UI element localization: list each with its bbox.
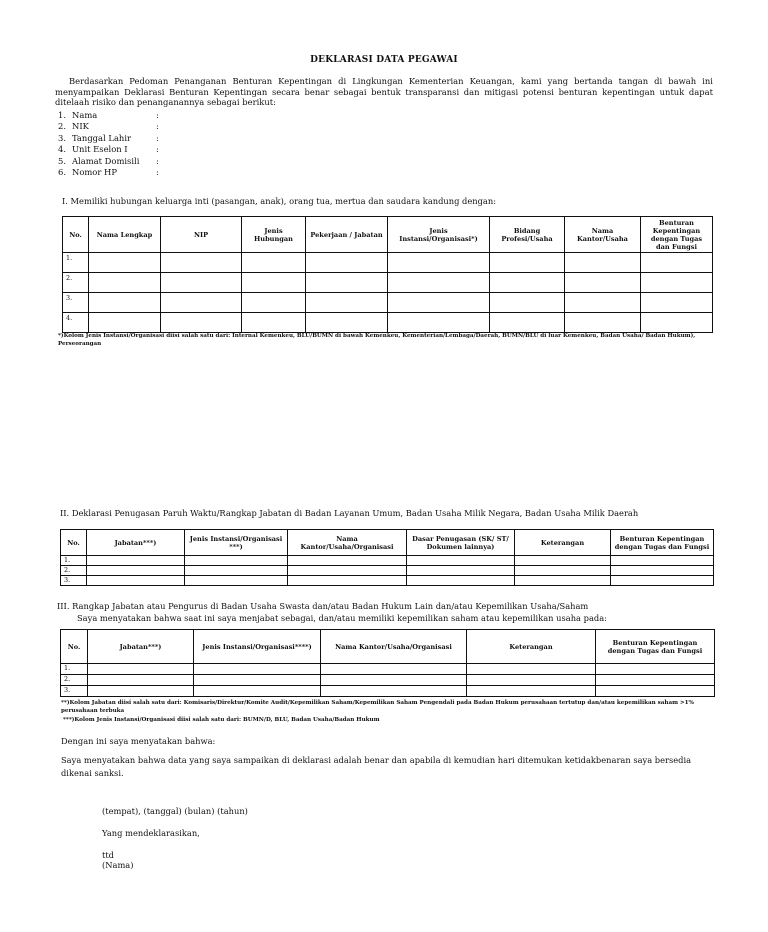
field-number: 3. [58,132,66,143]
table-cell[interactable] [161,273,242,293]
table-cell[interactable] [288,556,407,566]
table-row [63,273,713,293]
section-2-heading: II. Deklarasi Penugasan Paruh Waktu/Rangkap Jabatan di Badan Layanan Umum, Badan Usaha Milik Negara, Badan Usaha Milik Daerah [60,508,639,518]
table-row [61,675,715,686]
table-row [63,293,713,313]
column-header: Jenis Instansi/Organisasi ***) [185,530,288,556]
row-number: 1. [61,664,88,675]
table-cell[interactable] [87,556,185,566]
section-1-footnote: *)Kolom Jenis Instansi/Organisasi diisi salah satu dari: Internal Kemenkeu, BLU/BUMN di bawah Kemenkeu, Kementerian/Lembaga/Daerah, BUMN/BLU di luar Kemenkeu, Badan Usaha/ Badan Hukum), Perseorangan [58,333,696,347]
table-cell[interactable] [565,253,641,273]
row-number: 1. [61,556,87,566]
table-cell[interactable] [641,313,713,333]
statement-text: Saya menyatakan bahwa data yang saya sampaikan di deklarasi adalah benar dan apabila di kemudian hari ditemukan ketidakbenaran saya bersedia dikenai sanksi. [61,755,692,778]
table-row [61,556,714,566]
concurrent-position-table [60,629,715,697]
table-cell[interactable] [88,675,194,686]
table-cell[interactable] [388,293,490,313]
table-cell[interactable] [388,253,490,273]
field-row-name [58,110,159,121]
table-row [61,576,714,586]
table-cell[interactable] [242,293,306,313]
row-number: 2. [61,566,87,576]
field-colon: : [156,144,159,155]
table-cell[interactable] [288,566,407,576]
column-header: No. [61,530,87,556]
table-cell[interactable] [194,675,321,686]
table-cell[interactable] [641,293,713,313]
table-cell[interactable] [89,273,161,293]
table-cell[interactable] [89,293,161,313]
table-row [61,664,715,675]
table-cell[interactable] [242,253,306,273]
table-cell[interactable] [641,253,713,273]
column-header: Bidang Profesi/Usaha [490,217,565,253]
field-row-birthdate [58,133,159,144]
field-label: Nama [72,110,98,120]
table-cell[interactable] [89,253,161,273]
column-header: Benturan Kepentingan dengan Tugas dan Fungsi [641,217,713,253]
row-number: 3. [61,576,87,586]
table-cell[interactable] [388,273,490,293]
table-cell[interactable] [596,675,715,686]
table-cell[interactable] [565,293,641,313]
table-cell[interactable] [515,566,611,576]
table-cell[interactable] [467,664,596,675]
table-cell[interactable] [194,664,321,675]
intro-paragraph: Berdasarkan Pedoman Penanganan Benturan Kepentingan di Lingkungan Kementerian Keuangan, kami yang bertanda tangan di bawah ini menyampaikan Deklarasi Benturan Kepentingan secara benar sebagai bentuk transparansi dan mitigasi potensi benturan kepentingan untuk dapat ditelaah risiko dan penanganannya sebagai berikut: [55,76,713,108]
signature-place-date: (tempat), (tanggal) (bulan) (tahun) [102,806,248,816]
table-cell[interactable] [388,313,490,333]
column-header: No. [63,217,89,253]
signature-ttd: ttd [102,850,114,860]
family-relations-table [62,216,713,333]
column-header: Keterangan [515,530,611,556]
table-cell[interactable] [321,675,467,686]
field-number: 4. [58,144,66,155]
table-cell[interactable] [185,576,288,586]
table-header-row [63,217,713,253]
field-label: Nomor HP [72,167,117,178]
column-header: Keterangan [467,630,596,664]
table-cell[interactable] [490,273,565,293]
field-number: 5. [58,155,66,166]
table-cell[interactable] [467,686,596,697]
table-cell[interactable] [161,293,242,313]
document-title: DEKLARASI DATA PEGAWAI [310,55,458,65]
table-cell[interactable] [490,313,565,333]
table-cell[interactable] [407,556,515,566]
table-row [63,253,713,273]
table-row [61,566,714,576]
table-row [61,686,715,697]
table-cell[interactable] [306,253,388,273]
field-colon: : [156,110,159,120]
part-time-assignment-table [60,529,714,586]
field-row-nik [58,121,159,132]
column-header: Benturan Kepentingan dengan Tugas dan Fungsi [611,530,714,556]
column-header: Nama Kantor/Usaha/Organisasi [321,630,467,664]
table-cell[interactable] [88,686,194,697]
column-header: Jenis Hubungan [242,217,306,253]
table-cell[interactable] [515,576,611,586]
column-header: Pekerjaan / Jabatan [306,217,388,253]
table-cell[interactable] [288,576,407,586]
field-label: NIK [72,121,89,132]
table-header-row [61,630,715,664]
table-cell[interactable] [87,576,185,586]
table-cell[interactable] [490,293,565,313]
section-3-footnote-institution: ***)Kolom Jenis Instansi/Organisasi diisi salah satu dari: BUMN/D, BLU, Badan Usaha/Badan Hukum [63,717,380,723]
table-cell[interactable] [88,664,194,675]
field-number: 2. [58,121,66,132]
table-cell[interactable] [161,253,242,273]
row-number: 2. [63,273,89,293]
column-header: Jenis Instansi/Organisasi*) [388,217,490,253]
field-label: Tanggal Lahir [72,132,132,143]
table-cell[interactable] [611,566,714,576]
column-header: Nama Lengkap [89,217,161,253]
signature-declarant-label: Yang mendeklarasikan, [102,828,200,838]
table-cell[interactable] [490,253,565,273]
table-cell[interactable] [194,686,321,697]
field-colon: : [156,167,159,178]
field-colon: : [156,132,159,143]
table-row [63,313,713,333]
table-cell[interactable] [321,686,467,697]
table-cell[interactable] [306,293,388,313]
column-header: Jabatan***) [88,630,194,664]
column-header: Benturan Kepentingan dengan Tugas dan Fungsi [596,630,715,664]
field-label: Alamat Domisili [72,155,140,166]
field-number: 6. [58,167,66,178]
field-row-unit [58,144,159,155]
table-cell[interactable] [242,313,306,333]
column-header: Dasar Penugasan (SK/ ST/ Dokumen lainnya) [407,530,515,556]
table-cell[interactable] [515,556,611,566]
column-header: Jabatan***) [87,530,185,556]
row-number: 3. [63,293,89,313]
column-header: Nama Kantor/Usaha/Organisasi [288,530,407,556]
table-cell[interactable] [89,313,161,333]
table-cell[interactable] [596,686,715,697]
table-cell[interactable] [185,566,288,576]
table-cell[interactable] [242,273,306,293]
field-colon: : [156,155,159,166]
row-number: 3. [61,686,88,697]
section-3-footnote-position: **)Kolom Jabatan diisi salah satu dari: Komisaris/Direktur/Komite Audit/Kepemilikan Saham/Kepemilikan Saham Pengendali pada Badan Hukum perusahaan tertutup dan/atau kepemilikan saham >1% perusahaan terbuka [61,700,694,714]
column-header: No. [61,630,88,664]
field-colon: : [156,121,159,132]
table-cell[interactable] [611,576,714,586]
section-3-heading: III. Rangkap Jabatan atau Pengurus di Badan Usaha Swasta dan/atau Badan Hukum Lain dan/atau Kepemilikan Usaha/Saham [57,601,589,611]
table-cell[interactable] [565,273,641,293]
table-cell[interactable] [596,664,715,675]
field-row-phone [58,167,159,178]
row-number: 1. [63,253,89,273]
table-cell[interactable] [565,313,641,333]
table-cell[interactable] [407,566,515,576]
statement-intro: Dengan ini saya menyatakan bahwa: [61,736,216,746]
field-row-address [58,156,159,167]
row-number: 2. [61,675,88,686]
column-header: Nama Kantor/Usaha [565,217,641,253]
table-cell[interactable] [611,556,714,566]
table-cell[interactable] [161,313,242,333]
section-3-subheading: Saya menyatakan bahwa saat ini saya menjabat sebagai, dan/atau memiliki kepemilikan saham atau kepemilikan usaha pada: [77,613,607,623]
identity-fields [58,110,159,178]
section-1-heading: I. Memiliki hubungan keluarga inti (pasangan, anak), orang tua, mertua dan saudara kandung dengan: [62,196,497,206]
table-cell[interactable] [306,313,388,333]
column-header: Jenis Instansi/Organisasi****) [194,630,321,664]
row-number: 4. [63,313,89,333]
table-cell[interactable] [641,273,713,293]
table-cell[interactable] [407,576,515,586]
table-cell[interactable] [185,556,288,566]
table-cell[interactable] [321,664,467,675]
column-header: NIP [161,217,242,253]
table-header-row [61,530,714,556]
table-cell[interactable] [87,566,185,576]
field-number: 1. [58,110,66,120]
table-cell[interactable] [467,675,596,686]
field-label: Unit Eselon I [72,144,128,155]
table-cell[interactable] [306,273,388,293]
signature-name: (Nama) [102,860,134,870]
